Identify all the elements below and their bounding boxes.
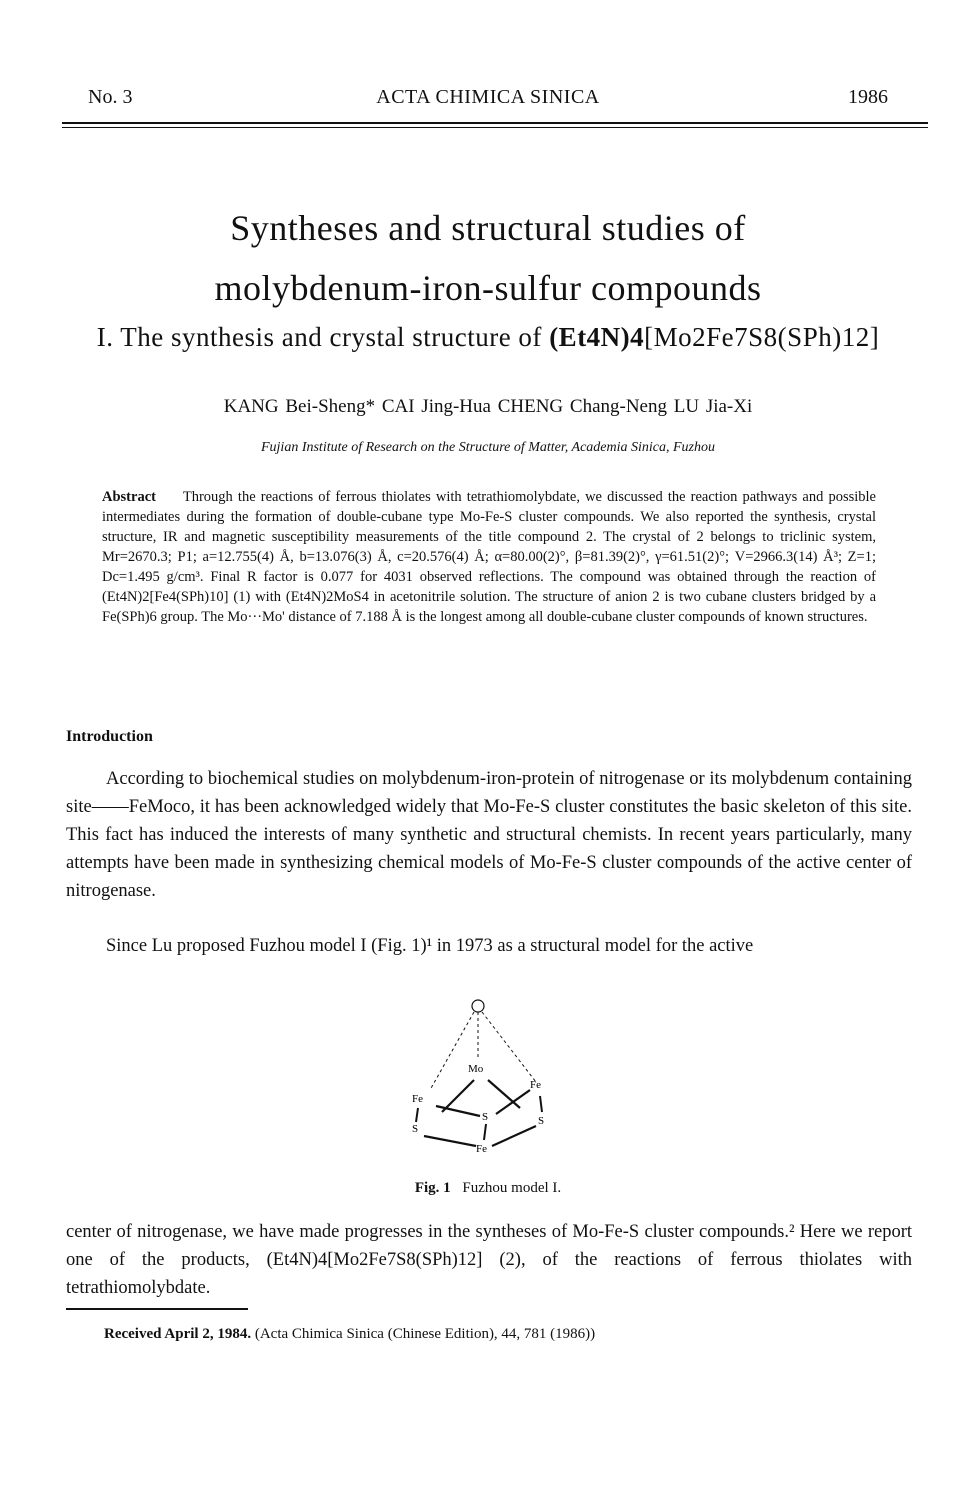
figure-caption (0, 1180, 976, 1197)
subtitle-cation: (Et4N)4 (549, 322, 645, 352)
top-atom-circle (472, 1000, 484, 1012)
fe-left-label: Fe (412, 1093, 423, 1105)
intro-paragraph-2: Since Lu proposed Fuzhou model I (Fig. 1)¹ in 1973 as a structural model for the active (106, 936, 754, 956)
mo-label: Mo (468, 1063, 484, 1075)
bond-fe-right-s-right (540, 1096, 542, 1112)
intro-paragraph-3: center of nitrogenase, we have made progresses in the syntheses of Mo-Fe-S cluster compounds.² Here we report one of the products, (Et4N)4[Mo2Fe7S8(SPh)12] (2), of the reactions of ferrous thiolates with tetrathiomolybdate. (66, 1222, 912, 1298)
fe-bottom-label: Fe (476, 1143, 487, 1155)
intro-paragraph-1: According to biochemical studies on molybdenum-iron-protein of nitrogenase or its molybdenum containing site——FeMoco, it has been acknowledged widely that Mo-Fe-S cluster constitutes the basic skeleton of this site. This fact has induced the interests of many synthetic and structural chemists. In recent years particularly, many attempts have been made in synthesizing chemical models of Mo-Fe-S cluster compounds of the active center of nitrogenase. (66, 769, 912, 901)
dashed-bond-left (430, 1012, 474, 1090)
bond-fe-left-s-left (416, 1108, 418, 1122)
issue-number: No. 3 (88, 86, 133, 108)
bond-s-right-fe-bottom (492, 1126, 536, 1146)
publication-year: 1986 (848, 86, 888, 108)
title-line-1: Syntheses and structural studies of (230, 208, 746, 248)
abstract-block (102, 487, 876, 627)
author-list: KANG Bei-Sheng* CAI Jing-Hua CHENG Chang-Neng LU Jia-Xi (223, 396, 753, 417)
figure-number: Fig. 1 (414, 1180, 451, 1196)
running-header (88, 86, 888, 116)
fe-right-label: Fe (530, 1079, 541, 1091)
footnote-rule (66, 1308, 248, 1310)
abstract-label: Abstract (102, 489, 156, 505)
journal-name: ACTA CHIMICA SINICA (376, 86, 600, 108)
abstract-text: Through the reactions of ferrous thiolates with tetrathiomolybdate, we discussed the reaction pathways and possible intermediates during the formation of double-cubane type Mo-Fe-S cluster compounds. We also reported the synthesis, crystal structure, IR and magnetic susceptibility measurements of the title compound 2. The crystal of 2 belongs to triclinic system, Mr=2670.3; P1; a=12.755(4) Å, b=13.076(3) Å, c=20.576(4) Å; α=80.00(2)°, β=81.39(2)°, γ=61.51(2)°; V=2966.3(14) Å³; Z=1; Dc=1.495 g/cm³. Final R factor is 0.077 for 4031 observed reflections. The compound was obtained through the reaction of (Et4N)2[Fe4(SPh)10] (1) with (Et4N)2MoS4 in acetonitrile solution. The structure of anion 2 is two cubane clusters bridged by a Fe(SPh)6 group. The Mo···Mo' distance of 7.188 Å is the longest among all double-cubane cluster compounds of known structures. (102, 489, 876, 625)
received-date: Received April 2, 1984. (104, 1326, 252, 1342)
bond-s-left-fe-bottom (424, 1136, 476, 1146)
s-left-label: S (412, 1123, 419, 1135)
s-right-label: S (538, 1115, 545, 1127)
bond-mo-s-left (442, 1080, 474, 1112)
bond-fe-right-s-center (496, 1090, 530, 1114)
source-citation: (Acta Chimica Sinica (Chinese Edition), 44, 781 (1986)) (254, 1326, 596, 1342)
footnote (104, 1326, 595, 1343)
paper-title (0, 198, 976, 318)
header-rule-thin (62, 127, 928, 128)
subtitle-anion: [Mo2Fe7S8(SPh)12] (644, 322, 880, 352)
section-heading-introduction: Introduction (66, 728, 153, 745)
bond-s-center-fe-bottom (484, 1124, 486, 1140)
dashed-bond-right (482, 1012, 536, 1082)
s-center-label: S (482, 1111, 489, 1123)
affiliation: Fujian Institute of Research on the Structure of Matter, Academia Sinica, Fuzhou (260, 440, 716, 455)
bond-mo-fe-right (488, 1080, 520, 1108)
title-line-2: molybdenum-iron-sulfur compounds (214, 268, 762, 308)
header-rule-thick (62, 122, 928, 124)
fuzhou-model-figure (400, 990, 560, 1160)
subtitle-prefix: I. The synthesis and crystal structure of (96, 322, 542, 352)
paper-subtitle (0, 322, 976, 353)
figure-caption-text: Fuzhou model I. (462, 1180, 562, 1196)
